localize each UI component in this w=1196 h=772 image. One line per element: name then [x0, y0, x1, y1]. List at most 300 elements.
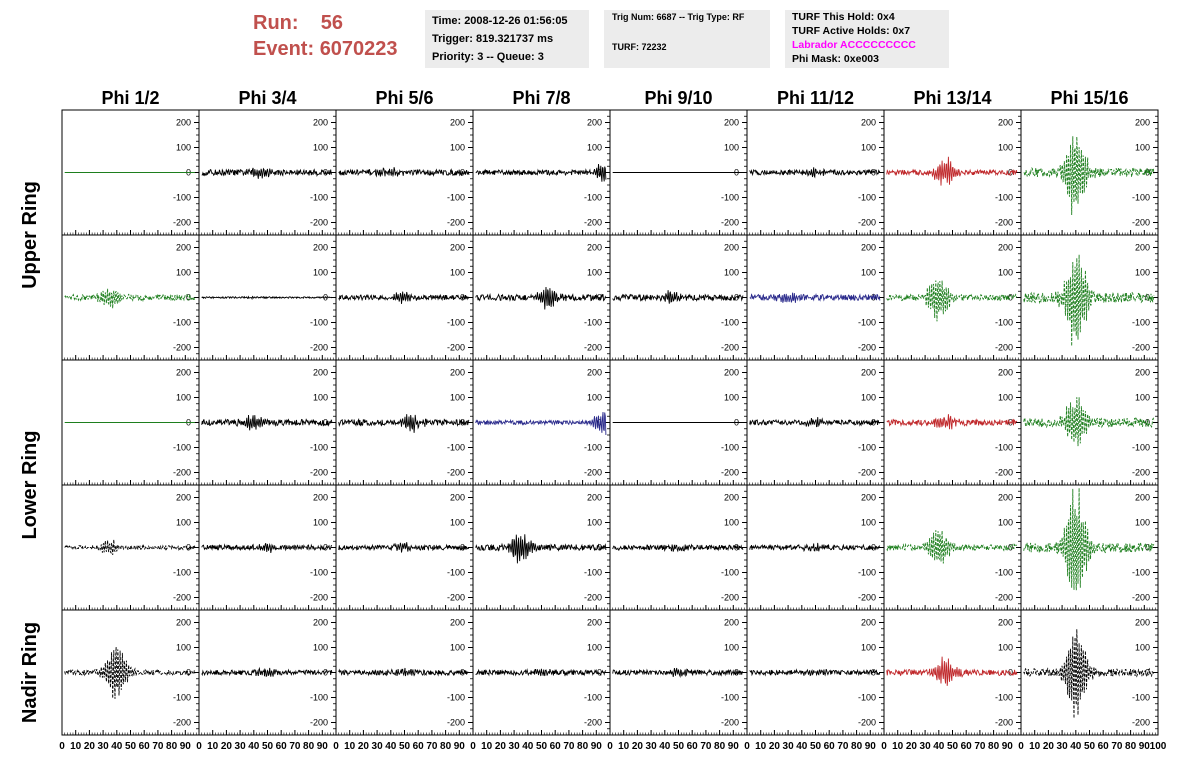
y-tick-label: -200 — [309, 217, 328, 228]
priority-text: Priority: 3 -- Queue: 3 — [432, 51, 544, 63]
y-tick-label: 200 — [586, 492, 602, 503]
x-tick-label: 30 — [1056, 741, 1068, 752]
y-tick-label: -200 — [1131, 592, 1150, 603]
y-tick-label: -100 — [720, 192, 739, 203]
y-tick-label: 100 — [723, 517, 739, 528]
x-tick-label: 90 — [1001, 741, 1013, 752]
y-tick-label: 200 — [860, 367, 876, 378]
y-tick-label: -100 — [309, 442, 328, 453]
y-tick-label: 0 — [596, 542, 602, 553]
y-tick-label: 100 — [175, 642, 191, 653]
x-tick-label: 30 — [919, 741, 931, 752]
y-tick-label: -200 — [172, 592, 191, 603]
y-tick-label: 200 — [449, 617, 465, 628]
y-tick-label: 100 — [997, 142, 1013, 153]
y-tick-label: 100 — [1134, 392, 1150, 403]
y-tick-label: 200 — [723, 242, 739, 253]
y-tick-label: 0 — [322, 292, 328, 303]
column-header: Phi 15/16 — [1050, 88, 1129, 108]
y-tick-label: 100 — [997, 392, 1013, 403]
y-tick-label: 200 — [312, 117, 328, 128]
y-tick-label: -100 — [583, 317, 602, 328]
x-tick-label: 40 — [522, 741, 534, 752]
y-tick-label: -100 — [172, 567, 191, 578]
y-tick-label: 100 — [449, 392, 465, 403]
y-tick-label: -200 — [857, 717, 876, 728]
waveform-trace — [1024, 397, 1154, 446]
y-tick-label: 0 — [185, 167, 191, 178]
x-tick-label: 50 — [946, 741, 959, 752]
waveform-trace — [476, 669, 606, 676]
waveform-trace — [339, 292, 469, 304]
y-tick-label: 0 — [596, 292, 602, 303]
x-tick-label: 80 — [988, 741, 1000, 752]
x-tick-label: 90 — [453, 741, 465, 752]
x-tick-label: 40 — [796, 741, 808, 752]
y-tick-label: -100 — [857, 317, 876, 328]
x-tick-label: 70 — [974, 741, 986, 752]
column-header: Phi 13/14 — [913, 88, 992, 108]
y-tick-label: 200 — [723, 617, 739, 628]
x-tick-label: 50 — [261, 741, 274, 752]
y-tick-label: -100 — [1131, 692, 1150, 703]
y-tick-label: 0 — [1007, 667, 1013, 678]
waveform-trace — [202, 543, 332, 553]
y-tick-label: 200 — [312, 492, 328, 503]
y-tick-label: -100 — [1131, 567, 1150, 578]
y-tick-label: -100 — [720, 442, 739, 453]
waveform-trace — [887, 157, 1017, 186]
y-tick-label: 0 — [733, 292, 739, 303]
y-tick-label: -100 — [172, 692, 191, 703]
y-tick-label: 100 — [586, 267, 602, 278]
column-header: Phi 9/10 — [644, 88, 713, 108]
y-tick-label: -200 — [994, 717, 1013, 728]
x-tick-label: 0 — [333, 741, 339, 752]
y-tick-label: -100 — [857, 567, 876, 578]
y-tick-label: -100 — [857, 442, 876, 453]
y-tick-label: 100 — [860, 142, 876, 153]
waveform-trace — [202, 168, 332, 179]
y-tick-label: -100 — [172, 317, 191, 328]
event-label: Event: — [253, 38, 315, 60]
y-tick-label: 200 — [997, 617, 1013, 628]
x-tick-label: 50 — [535, 741, 548, 752]
y-tick-label: -200 — [446, 217, 465, 228]
y-tick-label: -200 — [583, 342, 602, 353]
y-tick-label: -200 — [446, 717, 465, 728]
y-tick-label: -100 — [446, 317, 465, 328]
x-tick-label: 40 — [385, 741, 397, 752]
x-tick-label: 90 — [590, 741, 602, 752]
waveform-trace — [476, 412, 606, 435]
y-tick-label: -200 — [720, 717, 739, 728]
x-tick-label: 20 — [357, 741, 369, 752]
y-tick-label: 0 — [459, 167, 465, 178]
y-tick-label: -100 — [583, 442, 602, 453]
waveform-trace — [887, 281, 1017, 322]
y-tick-label: 0 — [596, 167, 602, 178]
x-tick-label: 90 — [179, 741, 191, 752]
y-tick-label: 0 — [185, 667, 191, 678]
waveform-trace — [339, 167, 469, 176]
waveform-trace — [887, 657, 1017, 686]
y-tick-label: 200 — [860, 617, 876, 628]
x-tick-label: 10 — [481, 741, 493, 752]
y-tick-label: 100 — [586, 517, 602, 528]
y-tick-label: -200 — [583, 717, 602, 728]
x-tick-label: 20 — [220, 741, 232, 752]
y-tick-label: -200 — [857, 467, 876, 478]
y-tick-label: 200 — [997, 367, 1013, 378]
y-tick-label: 200 — [997, 492, 1013, 503]
y-tick-label: 0 — [1144, 167, 1150, 178]
y-tick-label: 200 — [586, 242, 602, 253]
x-tick-label: 80 — [714, 741, 726, 752]
x-tick-label: 80 — [303, 741, 315, 752]
y-tick-label: 200 — [449, 492, 465, 503]
y-tick-label: 200 — [312, 242, 328, 253]
x-tick-label: 30 — [371, 741, 383, 752]
turf-hold-text: TURF This Hold: 0x4 — [792, 11, 895, 23]
y-tick-label: 100 — [312, 642, 328, 653]
x-tick-label: 80 — [851, 741, 863, 752]
x-tick-label: 90 — [727, 741, 739, 752]
waveform-trace — [750, 293, 880, 303]
y-tick-label: 100 — [586, 142, 602, 153]
y-tick-label: -100 — [1131, 442, 1150, 453]
y-tick-label: -200 — [309, 717, 328, 728]
y-tick-label: 200 — [860, 117, 876, 128]
x-tick-label: 50 — [1083, 741, 1096, 752]
y-tick-label: 100 — [723, 642, 739, 653]
waveform-trace — [202, 297, 332, 299]
y-tick-label: -200 — [857, 592, 876, 603]
y-tick-label: 0 — [322, 667, 328, 678]
y-tick-label: 0 — [870, 667, 876, 678]
y-tick-label: -100 — [446, 692, 465, 703]
y-tick-label: -200 — [172, 217, 191, 228]
waveform-trace — [887, 414, 1017, 429]
y-tick-label: -200 — [720, 592, 739, 603]
waveform-trace — [750, 167, 880, 177]
x-tick-label: 0 — [881, 741, 887, 752]
x-tick-label: 10 — [618, 741, 630, 752]
y-tick-label: 100 — [723, 392, 739, 403]
y-tick-label: 100 — [860, 267, 876, 278]
x-tick-label: 60 — [960, 741, 972, 752]
y-tick-label: 0 — [870, 542, 876, 553]
x-tick-label: 30 — [97, 741, 109, 752]
x-tick-label: 0 — [59, 741, 65, 752]
y-tick-label: -200 — [994, 342, 1013, 353]
x-tick-label: 70 — [1111, 741, 1123, 752]
x-tick-label: 0 — [607, 741, 613, 752]
y-tick-label: -200 — [994, 217, 1013, 228]
y-tick-label: 100 — [586, 392, 602, 403]
x-tick-label: 20 — [905, 741, 917, 752]
x-tick-label: 80 — [440, 741, 452, 752]
y-tick-label: -100 — [1131, 317, 1150, 328]
y-tick-label: -100 — [720, 317, 739, 328]
x-tick-label: 40 — [659, 741, 671, 752]
waveform-trace — [613, 290, 743, 304]
y-tick-label: 100 — [1134, 642, 1150, 653]
x-tick-label: 80 — [1125, 741, 1137, 752]
y-tick-label: 200 — [860, 242, 876, 253]
y-tick-label: 0 — [185, 292, 191, 303]
y-tick-label: 200 — [175, 117, 191, 128]
y-tick-label: 200 — [449, 367, 465, 378]
y-tick-label: 100 — [860, 642, 876, 653]
x-tick-label: 80 — [166, 741, 178, 752]
y-tick-label: -100 — [583, 192, 602, 203]
row-label: Lower Ring — [19, 430, 41, 540]
y-tick-label: 0 — [459, 292, 465, 303]
y-tick-label: 200 — [175, 617, 191, 628]
y-tick-label: 100 — [449, 267, 465, 278]
x-tick-label: 60 — [1097, 741, 1109, 752]
y-tick-label: 0 — [459, 667, 465, 678]
y-tick-label: -100 — [994, 442, 1013, 453]
x-tick-label: 70 — [152, 741, 164, 752]
x-tick-label: 90 — [316, 741, 328, 752]
y-tick-label: -100 — [309, 317, 328, 328]
x-tick-label: 70 — [289, 741, 301, 752]
x-tick-label: 30 — [508, 741, 520, 752]
waveform-trace — [202, 668, 332, 677]
y-tick-label: 200 — [997, 117, 1013, 128]
x-tick-label: 10 — [344, 741, 356, 752]
waveform-trace — [476, 534, 606, 563]
y-tick-label: 100 — [586, 642, 602, 653]
x-tick-label: 60 — [275, 741, 287, 752]
y-tick-label: 100 — [1134, 267, 1150, 278]
y-tick-label: -100 — [172, 442, 191, 453]
y-tick-label: 100 — [312, 142, 328, 153]
waveform-trace — [339, 668, 469, 676]
x-tick-label: 60 — [412, 741, 424, 752]
y-tick-label: 200 — [1134, 367, 1150, 378]
x-tick-label: 40 — [111, 741, 123, 752]
row-label: Nadir Ring — [19, 621, 41, 724]
y-tick-label: 100 — [312, 517, 328, 528]
y-tick-label: 200 — [1134, 617, 1150, 628]
y-tick-label: 0 — [185, 417, 191, 428]
waveform-trace — [613, 542, 743, 553]
y-tick-label: 0 — [596, 417, 602, 428]
waveform-trace — [476, 164, 606, 182]
x-tick-label: 70 — [700, 741, 712, 752]
y-tick-label: 200 — [997, 242, 1013, 253]
y-tick-label: -100 — [446, 442, 465, 453]
waveform-trace — [750, 543, 880, 551]
y-tick-label: -200 — [309, 592, 328, 603]
x-tick-label: 0 — [1018, 741, 1024, 752]
y-tick-label: 0 — [322, 167, 328, 178]
y-tick-label: -100 — [994, 692, 1013, 703]
labrador-text: Labrador ACCCCCCCCC — [792, 39, 916, 51]
x-tick-label: 60 — [549, 741, 561, 752]
column-header: Phi 7/8 — [512, 88, 571, 108]
y-tick-label: 200 — [449, 242, 465, 253]
waveform-trace — [750, 669, 880, 676]
x-tick-label: 40 — [1070, 741, 1082, 752]
y-tick-label: -200 — [720, 467, 739, 478]
turf-active-text: TURF Active Holds: 0x7 — [792, 25, 911, 37]
y-tick-label: 100 — [860, 517, 876, 528]
y-tick-label: -200 — [583, 467, 602, 478]
waveform-trace — [65, 289, 195, 309]
x-tick-label: 0 — [470, 741, 476, 752]
turf-text: TURF: 72232 — [612, 42, 667, 52]
y-tick-label: -100 — [446, 192, 465, 203]
y-tick-label: 100 — [1134, 517, 1150, 528]
x-tick-label: 50 — [672, 741, 685, 752]
y-tick-label: -200 — [994, 592, 1013, 603]
y-tick-label: -200 — [994, 467, 1013, 478]
x-tick-label: 100 — [1149, 741, 1167, 752]
y-tick-label: -200 — [857, 342, 876, 353]
x-tick-label: 10 — [892, 741, 904, 752]
phi-mask-text: Phi Mask: 0xe003 — [792, 53, 879, 65]
y-tick-label: -100 — [1131, 192, 1150, 203]
y-tick-label: 100 — [1134, 142, 1150, 153]
y-tick-label: 100 — [312, 267, 328, 278]
y-tick-label: -200 — [172, 342, 191, 353]
y-tick-label: -100 — [309, 692, 328, 703]
y-tick-label: 0 — [1144, 542, 1150, 553]
y-tick-label: -100 — [446, 567, 465, 578]
y-tick-label: -200 — [1131, 342, 1150, 353]
x-tick-label: 10 — [1029, 741, 1041, 752]
y-tick-label: 200 — [1134, 242, 1150, 253]
y-tick-label: 0 — [185, 542, 191, 553]
y-tick-label: -100 — [994, 192, 1013, 203]
x-tick-label: 0 — [744, 741, 750, 752]
row-label: Upper Ring — [19, 181, 41, 289]
y-tick-label: -100 — [309, 567, 328, 578]
x-tick-label: 10 — [755, 741, 767, 752]
y-tick-label: -200 — [1131, 467, 1150, 478]
y-tick-label: 200 — [175, 367, 191, 378]
x-tick-label: 60 — [686, 741, 698, 752]
y-tick-label: 0 — [322, 542, 328, 553]
y-tick-label: 100 — [997, 267, 1013, 278]
y-tick-label: 200 — [586, 117, 602, 128]
waveform-trace — [202, 415, 332, 430]
x-tick-label: 20 — [768, 741, 780, 752]
y-tick-label: 100 — [723, 267, 739, 278]
y-tick-label: -100 — [583, 692, 602, 703]
y-tick-label: -200 — [720, 217, 739, 228]
y-tick-label: 0 — [1144, 667, 1150, 678]
y-tick-label: -200 — [446, 342, 465, 353]
y-tick-label: 0 — [459, 417, 465, 428]
y-tick-label: 0 — [733, 667, 739, 678]
y-tick-label: -100 — [720, 567, 739, 578]
y-tick-label: 0 — [596, 667, 602, 678]
y-tick-label: 0 — [1144, 292, 1150, 303]
column-header: Phi 1/2 — [101, 88, 160, 108]
y-tick-label: -200 — [1131, 217, 1150, 228]
trig-num-text: Trig Num: 6687 -- Trig Type: RF — [612, 12, 745, 22]
y-tick-label: 0 — [1144, 417, 1150, 428]
x-tick-label: 30 — [782, 741, 794, 752]
y-tick-label: -200 — [172, 717, 191, 728]
y-tick-label: 100 — [449, 642, 465, 653]
waveform-trace — [887, 530, 1017, 563]
x-tick-label: 50 — [809, 741, 822, 752]
y-tick-label: -200 — [857, 217, 876, 228]
y-tick-label: 0 — [870, 417, 876, 428]
x-tick-label: 90 — [1138, 741, 1150, 752]
y-tick-label: 0 — [1007, 417, 1013, 428]
y-tick-label: 200 — [449, 117, 465, 128]
event-value: 6070223 — [319, 38, 398, 60]
trigger-text: Trigger: 819.321737 ms — [432, 33, 554, 45]
column-header: Phi 5/6 — [375, 88, 434, 108]
y-tick-label: 0 — [322, 417, 328, 428]
waveform-trace — [750, 417, 880, 427]
waveform-trace — [339, 414, 469, 433]
y-tick-label: -200 — [172, 467, 191, 478]
y-tick-label: -100 — [857, 692, 876, 703]
waveform-trace — [65, 647, 195, 699]
x-tick-label: 20 — [494, 741, 506, 752]
column-header: Phi 3/4 — [238, 88, 297, 108]
y-tick-label: 100 — [175, 392, 191, 403]
y-tick-label: 0 — [733, 542, 739, 553]
x-tick-label: 80 — [577, 741, 589, 752]
y-tick-label: -200 — [583, 592, 602, 603]
y-tick-label: 100 — [723, 142, 739, 153]
x-tick-label: 50 — [398, 741, 411, 752]
waveform-trace — [65, 540, 195, 556]
y-tick-label: 200 — [312, 617, 328, 628]
y-tick-label: -200 — [446, 467, 465, 478]
y-tick-label: 0 — [1007, 167, 1013, 178]
x-tick-label: 10 — [207, 741, 219, 752]
y-tick-label: 200 — [586, 617, 602, 628]
y-tick-label: 100 — [860, 392, 876, 403]
run-label: Run: — [253, 12, 299, 34]
y-tick-label: 200 — [1134, 492, 1150, 503]
y-tick-label: 0 — [1007, 292, 1013, 303]
y-tick-label: -200 — [309, 342, 328, 353]
y-tick-label: 100 — [175, 267, 191, 278]
y-tick-label: 200 — [312, 367, 328, 378]
x-tick-label: 20 — [1042, 741, 1054, 752]
y-tick-label: 0 — [733, 167, 739, 178]
y-tick-label: 100 — [997, 517, 1013, 528]
waveform-trace — [476, 287, 606, 310]
x-tick-label: 60 — [138, 741, 150, 752]
x-tick-label: 20 — [83, 741, 95, 752]
y-tick-label: 100 — [312, 392, 328, 403]
y-tick-label: -200 — [583, 217, 602, 228]
y-tick-label: 200 — [723, 117, 739, 128]
y-tick-label: 200 — [860, 492, 876, 503]
x-tick-label: 60 — [823, 741, 835, 752]
y-tick-label: -100 — [720, 692, 739, 703]
run-value: 56 — [320, 12, 344, 34]
waveform-trace — [613, 668, 743, 677]
column-header: Phi 11/12 — [776, 88, 855, 108]
y-tick-label: -100 — [309, 192, 328, 203]
y-tick-label: 200 — [1134, 117, 1150, 128]
y-tick-label: -200 — [446, 592, 465, 603]
